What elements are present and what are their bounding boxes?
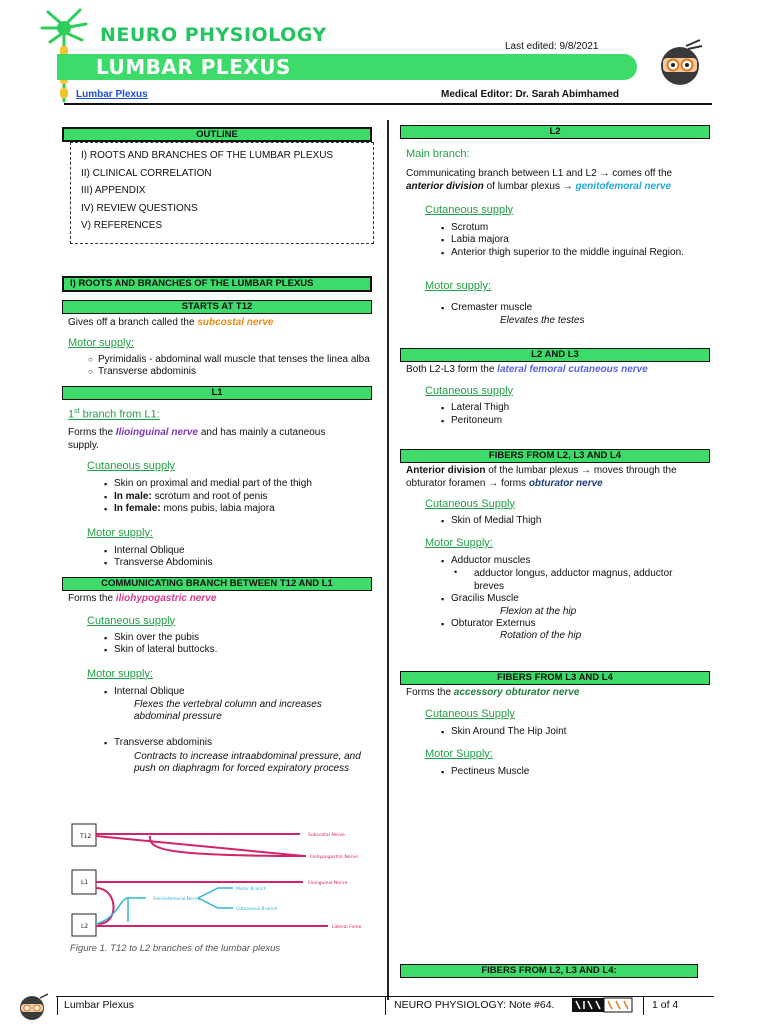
list-item: ○ Pyrimidalis - abdominal wall muscle that tenses the linea alba [98,354,372,367]
list-item: ▪ Skin Around The Hip Joint [451,726,710,739]
list-item: ▪ Transverse Abdominis [114,557,372,570]
l34-motor-heading: Motor Supply: [425,747,493,760]
right-column [400,118,710,778]
fig-iliohypogastric-label: Iliohypogastric Nerve [310,855,358,860]
ninja-mascot-icon [656,38,704,88]
l2-bar: L2 [400,125,710,139]
l234-motor-heading: Motor Supply: [425,536,493,549]
footer-divider [643,997,644,1015]
t12-bar: STARTS AT T12 [62,300,372,314]
list-item: ▪ Internal Oblique [114,545,372,558]
motor-note: Contracts to increase intraabdominal pressure, and push on diaphragm for forced expiratory process [134,750,361,774]
l1-branch-heading: 1st branch from L1: [68,407,160,421]
fig-label-l1: L1 [81,879,89,886]
ninja-nerd-logo-icon [572,995,634,1015]
lumbar-plexus-figure [68,818,373,938]
comm-intro: Forms the iliohypogastric nerve [68,592,217,604]
l34-bar: FIBERS FROM L3 AND L4 [400,671,710,685]
left-column [62,118,372,775]
l1-motor-heading: Motor supply: [87,526,154,539]
page-header [0,0,768,110]
list-item: ▪ Labia majora [451,234,700,247]
ilioinguinal-nerve: Ilioinguinal nerve [115,427,199,439]
l2-cutaneous-heading: Cutaneous supply [425,203,514,216]
fig-label-l2: L2 [81,923,89,930]
fig-motor-branch-label: Motor Branch [236,887,267,892]
l234-bar: FIBERS FROM L2, L3 AND L4 [400,449,710,463]
t12-intro: Gives off a branch called the subcostal nerve [68,317,274,328]
figure-caption: Figure 1. T12 to L2 branches of the lumbar plexus [70,943,281,954]
t12-motor-heading: Motor supply: [68,337,135,349]
fig-lateral-label: Lateral Femo [332,925,362,930]
topic-title: LUMBAR PLEXUS [96,55,291,79]
obturator-nerve: obturator nerve [528,477,603,489]
outline-heading: OUTLINE [62,127,372,142]
genitofemoral-nerve: genitofemoral nerve [575,180,672,192]
list-item: ▪ In male: scrotum and root of penis [114,491,372,504]
l2-motor-heading: Motor supply: [425,280,492,293]
l23-intro: Both L2-L3 form the lateral femoral cutaneous nerve [406,363,648,375]
footer-topic: Lumbar Plexus [64,999,135,1011]
motor-note: Elevates the testes [500,314,585,326]
page-number: 1 of 4 [652,999,679,1011]
l1-intro: Forms the Ilioinguinal nerve and has mainly a cutaneous supply. [68,427,326,452]
lateral-femoral-cutaneous-nerve: lateral femoral cutaneous nerve [497,363,648,375]
medical-editor: Medical Editor: Dr. Sarah Abimhamed [441,89,620,100]
motor-note: Flexes the vertebral column and increases abdominal pressure [134,699,322,723]
outline-box [70,142,374,244]
list-item: ▪ Skin over the pubis [114,632,372,645]
footer-divider [57,997,58,1015]
column-divider [387,120,389,1000]
list-item: ○ Transverse abdominis [98,366,372,379]
list-item: ▪ Adductor muscles [451,555,700,568]
l234-continued-bar: FIBERS FROM L2, L3 AND L4: [400,964,698,978]
ninja-mascot-icon [14,992,50,1022]
l1-cutaneous-heading: Cutaneous supply [87,460,176,473]
list-item: ▪ Skin of lateral buttocks. [114,644,372,657]
list-item: ▪ Pectineus Muscle [451,766,710,779]
outline-item[interactable]: V) REFERENCES [81,220,163,231]
last-edited: Last edited: 9/8/2021 [505,41,599,52]
outline-item[interactable]: I) ROOTS AND BRANCHES OF THE LUMBAR PLEXUS [81,150,334,161]
l23-cutaneous-heading: Cutaneous supply [425,384,514,397]
list-item: ▪ Peritoneum [451,415,710,428]
list-item: ▪ Obturator Externus [451,618,710,631]
list-item: ▪ In female: mons pubis, labia majora [114,503,372,516]
list-item: ▪ Skin on proximal and medial part of the thigh [114,478,372,491]
l234-intro: Anterior division of the lumbar plexus → moves through the obturator foramen → forms obturator nerve [406,464,677,489]
course-title: NEURO PHYSIOLOGY [100,24,327,46]
comm-motor-heading: Motor supply: [87,667,154,680]
list-item: ▪ Internal Oblique [114,686,372,699]
l34-intro: Forms the accessory obturator nerve [406,687,580,699]
l23-bar: L2 AND L3 [400,348,710,362]
list-item: ▪ Gracilis Muscle [451,593,710,606]
l1-bar: L1 [62,386,372,400]
fig-subcostal-label: Subcostal Nerve [308,833,345,838]
motor-note: Rotation of the hip [500,630,582,642]
motor-note: Flexion at the hip [500,605,577,617]
comm-bar: COMMUNICATING BRANCH BETWEEN T12 AND L1 [62,577,372,591]
subject-link[interactable]: Lumbar Plexus [76,89,148,100]
fig-genitofemoral-label: Genitofemoral Nerve [153,897,201,902]
iliohypogastric-nerve: iliohypogastric nerve [115,592,217,604]
outline-item[interactable]: III) APPENDIX [81,185,146,196]
comm-cutaneous-heading: Cutaneous supply [87,614,176,627]
list-item: ▪ Lateral Thigh [451,402,710,415]
header-rule [64,103,712,105]
fig-cutaneous-branch-label: Cutaneous Branch [236,907,278,912]
list-item: ▪ Cremaster muscle [451,302,710,315]
accessory-obturator-nerve: accessory obturator nerve [453,687,580,699]
outline-item[interactable]: II) CLINICAL CORRELATION [81,167,212,179]
list-item: ▪ Transverse abdominis [114,737,372,750]
l2-main-heading: Main branch: [406,148,470,160]
page-footer [0,990,768,1024]
subcostal-nerve: subcostal nerve [197,317,274,328]
l34-cutaneous-heading: Cutaneous Supply [425,708,515,721]
footer-note-number: NEURO PHYSIOLOGY: Note #64. [394,999,555,1011]
fig-label-t12: T12 [80,833,92,840]
section-heading: I) ROOTS AND BRANCHES OF THE LUMBAR PLEXUS [62,276,372,292]
list-item: ▪ Anterior thigh superior to the middle inguinal Region. [451,247,700,260]
outline-item[interactable]: IV) REVIEW QUESTIONS [81,202,198,214]
list-item: ▪ Skin of Medial Thigh [451,515,710,528]
footer-divider [385,997,386,1015]
list-item: ▪ Scrotum [451,222,700,235]
l234-cutaneous-heading: Cutaneous Supply [425,497,515,510]
fig-ilioinguinal-label: Ilioinguinal Nerve [308,881,348,886]
sub-list-item: • adductor longus, adductor magnus, adductor breves [454,567,673,593]
l2-intro: Communicating branch between L1 and L2 → comes off the anterior division of lumbar plexus → genitofemoral nerve [406,167,673,192]
